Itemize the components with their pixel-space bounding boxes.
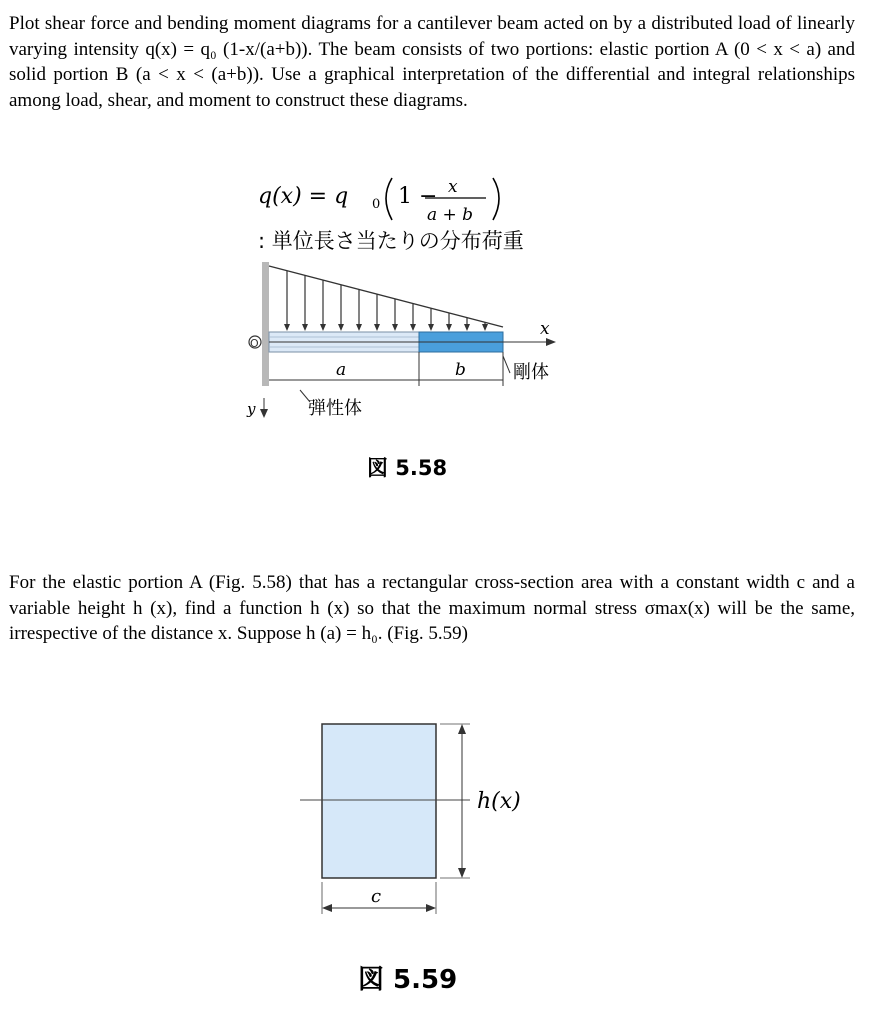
formula-lhs: q(x) = q bbox=[258, 184, 349, 209]
load-arrow-head bbox=[446, 324, 452, 331]
y-axis-arrow bbox=[260, 409, 268, 418]
load-arrow-head bbox=[410, 324, 416, 331]
rigid-leader bbox=[503, 356, 510, 373]
load-arrows bbox=[284, 271, 488, 331]
load-arrow-head bbox=[428, 324, 434, 331]
load-arrow-head bbox=[464, 324, 470, 331]
width-label: c bbox=[371, 886, 382, 907]
elastic-label: 弾性体 bbox=[308, 398, 362, 419]
origin-label: O bbox=[250, 337, 259, 350]
height-label: h(x) bbox=[477, 789, 521, 814]
fixed-wall bbox=[262, 262, 269, 386]
formula-denominator: a + b bbox=[427, 205, 474, 225]
x-axis-label: x bbox=[540, 319, 550, 339]
x-axis-arrow bbox=[546, 338, 556, 346]
problem-2-text: For the elastic portion A (Fig. 5.58) that has a rectangular cross-section area with a constant width c and a variable height h (x), find a function h (x) so that the maximum normal stress σmax(x) will be the same, irrespective of the distance x. Suppose h (a) = h₀. (Fig. 5.59) bbox=[9, 572, 855, 644]
load-arrow-head bbox=[356, 324, 362, 331]
right-paren bbox=[493, 178, 499, 220]
y-axis-label: y bbox=[247, 400, 256, 418]
load-arrow-head bbox=[320, 324, 326, 331]
rigid-label: 剛体 bbox=[513, 362, 549, 383]
dimension-b: b bbox=[455, 360, 466, 380]
problem-1-text: Plot shear force and bending moment diagrams for a cantilever beam acted on by a distributed load of linearly varying intensity q(x) = q₀ (1-x/(a+b)). The beam consists of two portions: elastic portion A (0 < x < a) and solid portion B (a < x < (a+b)). Use a graphical interpretation of the differential and integral relationships among load, shear, and moment to construct these diagrams. bbox=[9, 13, 855, 111]
load-arrow-head bbox=[374, 324, 380, 331]
load-arrow-head bbox=[338, 324, 344, 331]
figure-59-caption: 図 5.59 bbox=[358, 965, 458, 995]
load-arrow-head bbox=[482, 324, 488, 331]
load-arrow-head bbox=[302, 324, 308, 331]
figure-58-caption: 図 5.58 bbox=[367, 456, 448, 480]
formula-numerator: x bbox=[448, 177, 458, 197]
dimension-a: a bbox=[336, 360, 347, 380]
load-envelope bbox=[269, 266, 503, 327]
load-arrow-head bbox=[392, 324, 398, 331]
left-paren bbox=[386, 178, 392, 220]
load-note: : 単位長さ当たりの分布荷重 bbox=[258, 229, 524, 253]
formula-subscript: 0 bbox=[372, 197, 381, 212]
formula-one: 1 − bbox=[398, 184, 438, 209]
load-arrow-head bbox=[284, 324, 290, 331]
